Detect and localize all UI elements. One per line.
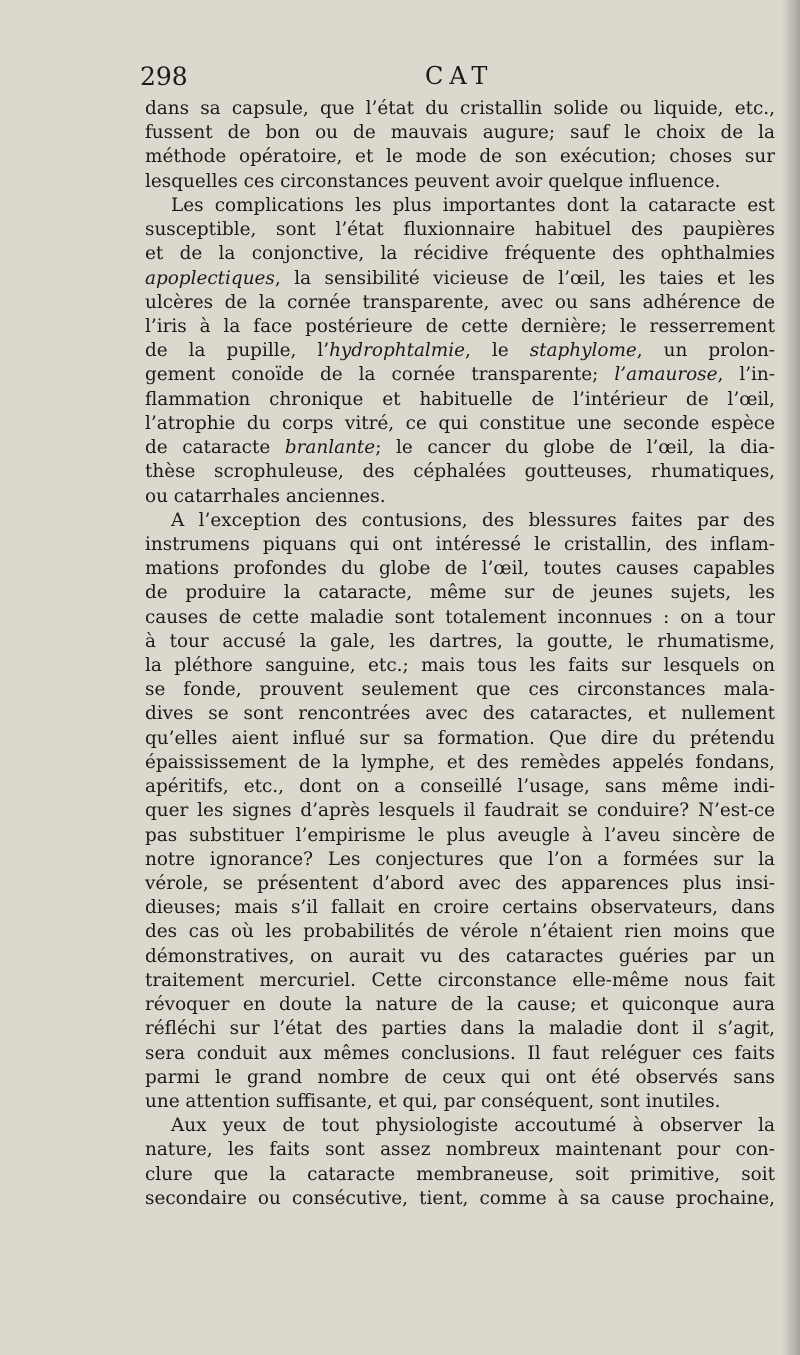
text-run: , l’in- <box>717 364 775 386</box>
text-line: notre ignorance? Les conjectures que l’on a formées sur la <box>145 848 775 870</box>
text-line: ulcères de la cornée transparente, avec ou sans adhérence de <box>145 291 775 313</box>
page-header <box>140 62 780 96</box>
italic-term: apoplectiques <box>145 267 275 289</box>
text-line: quer les signes d’après lesquels il faudrait se conduire? N’est-ce <box>145 800 775 822</box>
text-line: dives se sont rencontrées avec des cataractes, et nullement <box>145 703 775 725</box>
text-line: méthode opératoire, et le mode de son exécution; choses sur <box>145 146 775 168</box>
text-line: démonstratives, on aurait vu des cataractes guéries par un <box>145 945 775 967</box>
text-line: causes de cette maladie sont totalement inconnues : on a tour <box>145 606 775 628</box>
text-run: ; le cancer du globe de l’œil, la dia- <box>375 437 775 459</box>
italic-term: hydrophtalmie <box>329 340 466 362</box>
text-line: Aux yeux de tout physiologiste accoutumé à observer la <box>171 1115 775 1137</box>
text-line: révoquer en doute la nature de la cause; et quiconque aura <box>145 994 775 1016</box>
text-line: et de la conjonctive, la récidive fréquente des ophthalmies <box>145 243 775 265</box>
body-text <box>145 97 775 1211</box>
text-line: ou catarrhales anciennes. <box>145 485 386 507</box>
text-line: des cas où les probabilités de vérole n’étaient rien moins que <box>145 921 775 943</box>
text-run: gement conoïde de la cornée transparente; <box>145 364 615 386</box>
text-line: l’atrophie du corps vitré, ce qui constitue une seconde espèce <box>145 412 775 434</box>
text-line: Les complications les plus importantes dont la cataracte est <box>171 194 775 216</box>
text-line: l’iris à la face postérieure de cette dernière; le resserrement <box>145 315 775 337</box>
text-line: à tour accusé la gale, les dartres, la goutte, le rhumatisme, <box>145 630 775 652</box>
italic-term: l’amaurose <box>614 364 718 386</box>
text-line <box>145 436 775 460</box>
text-line <box>145 363 775 387</box>
text-line <box>145 339 775 363</box>
text-line: parmi le grand nombre de ceux qui ont été observés sans <box>145 1066 775 1088</box>
text-run: , le <box>465 340 530 362</box>
text-line: dans sa capsule, que l’état du cristallin solide ou liquide, etc., <box>145 98 775 119</box>
text-line: qu’elles aient influé sur sa formation. Que dire du prétendu <box>145 727 775 749</box>
text-line <box>145 267 775 291</box>
page-number: 298 <box>140 62 188 91</box>
text-line: une attention suffisante, et qui, par conséquent, sont inutiles. <box>145 1090 721 1112</box>
text-line: dieuses; mais s’il fallait en croire certains observateurs, dans <box>145 897 775 919</box>
text-line: thèse scrophuleuse, des céphalées goutteuses, rhumatiques, <box>145 461 775 483</box>
text-line: de produire la cataracte, même sur de jeunes sujets, les <box>145 582 775 604</box>
text-line: se fonde, prouvent seulement que ces circonstances mala- <box>145 679 775 701</box>
text-line: nature, les faits sont assez nombreux maintenant pour con- <box>145 1139 775 1161</box>
running-head: CAT <box>425 62 494 90</box>
text-run: , un prolon- <box>636 340 775 362</box>
text-line: secondaire ou consécutive, tient, comme à sa cause prochaine, <box>145 1187 775 1209</box>
text-run: , la sensibilité vicieuse de l’œil, les taies et les <box>274 267 775 289</box>
text-line: vérole, se présentent d’abord avec des apparences plus insi- <box>145 873 775 894</box>
text-line: la pléthore sanguine, etc.; mais tous les faits sur lesquels on <box>145 655 775 677</box>
text-line: A l’exception des contusions, des blessures faites par des <box>171 509 775 531</box>
italic-term: staphylome <box>529 340 637 362</box>
text-run: de la pupille, l’ <box>145 340 330 362</box>
text-line: flammation chronique et habituelle de l’intérieur de l’œil, <box>145 388 775 410</box>
text-line: épaississement de la lymphe, et des remèdes appelés fondans, <box>145 751 775 773</box>
text-line: apéritifs, etc., dont on a conseillé l’usage, sans même indi- <box>145 776 775 798</box>
text-line: sera conduit aux mêmes conclusions. Il faut reléguer ces faits <box>145 1042 775 1064</box>
italic-term: branlante <box>284 437 376 459</box>
text-line: instrumens piquans qui ont intéressé le cristallin, des inflam- <box>145 533 775 555</box>
text-line: traitement mercuriel. Cette circonstance elle-même nous fait <box>145 969 775 991</box>
text-line: clure que la cataracte membraneuse, soit primitive, soit <box>145 1163 775 1185</box>
text-line: lesquelles ces circonstances peuvent avoir quelque influence. <box>145 170 721 192</box>
text-line: susceptible, sont l’état fluxionnaire habituel des paupières <box>145 219 775 241</box>
text-line: mations profondes du globe de l’œil, toutes causes capables <box>145 558 775 580</box>
text-run: de cataracte <box>145 437 285 459</box>
text-line: pas substituer l’empirisme le plus aveugle à l’aveu sincère de <box>145 824 775 846</box>
text-line: réfléchi sur l’état des parties dans la maladie dont il s’agit, <box>145 1018 775 1040</box>
text-line: fussent de bon ou de mauvais augure; sauf le choix de la <box>145 122 775 144</box>
